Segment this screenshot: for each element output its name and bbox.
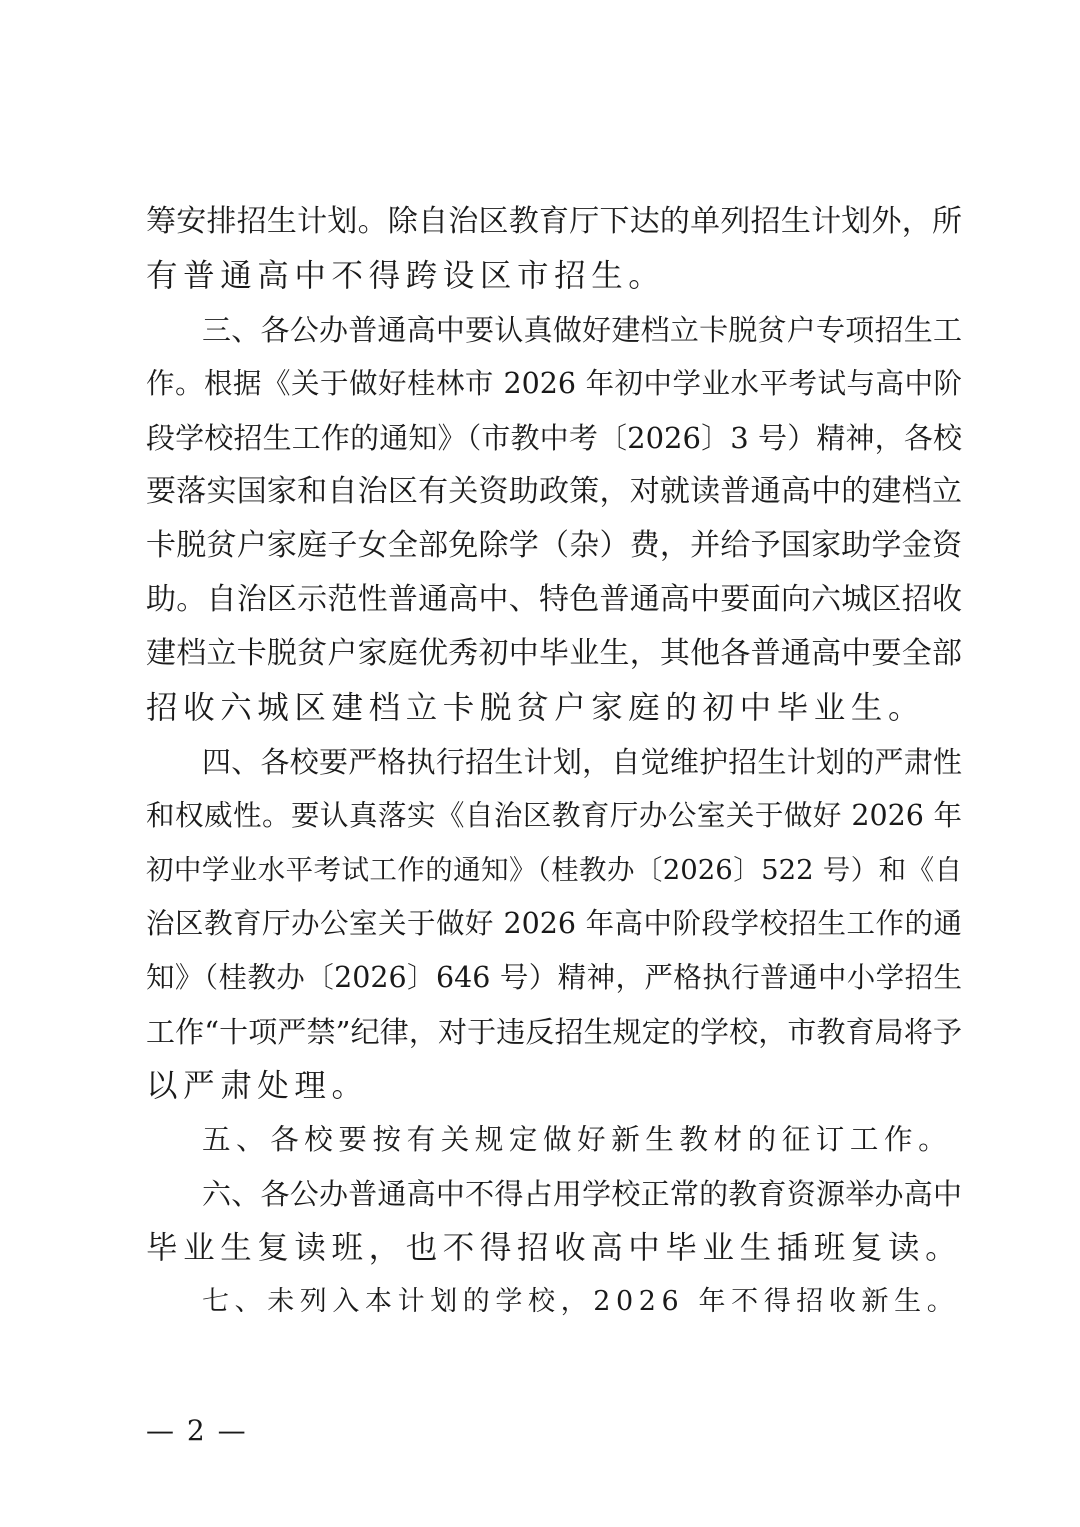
page-number: — 2 — bbox=[146, 1414, 248, 1447]
paragraph-6-start: 六、各公办普通高中不得占用学校正常的教育资源举办高中 bbox=[202, 1177, 962, 1211]
text-line: 筹安排招生计划。除自治区教育厅下达的单列招生计划外，所 bbox=[146, 204, 962, 239]
paragraph-4-start: 四、各校要严格执行招生计划，自觉维护招生计划的严肃性 bbox=[202, 745, 962, 779]
paragraph-5: 五、各校要按有关规定做好新生教材的征订工作。 bbox=[202, 1123, 953, 1156]
text-line: 以严肃处理。 bbox=[146, 1068, 369, 1104]
text-line: 知》（桂教办〔2026〕646 号）精神，严格执行普通中小学招生 bbox=[146, 961, 962, 994]
paragraph-7: 七、未列入本计划的学校，2026 年不得招收新生。 bbox=[202, 1286, 960, 1317]
text-line: 要落实国家和自治区有关资助政策，对就读普通高中的建档立 bbox=[146, 474, 962, 509]
text-line: 作。根据《关于做好桂林市 2026 年初中学业水平考试与高中阶 bbox=[146, 367, 962, 400]
text-line: 初中学业水平考试工作的通知》（桂教办〔2026〕522 号）和《自 bbox=[146, 854, 962, 886]
text-line: 和权威性。要认真落实《自治区教育厅办公室关于做好 2026 年 bbox=[146, 799, 962, 832]
text-line: 建档立卡脱贫户家庭优秀初中毕业生，其他各普通高中要全部 bbox=[146, 636, 962, 671]
text-line: 工作“十项严禁”纪律，对于违反招生规定的学校，市教育局将予 bbox=[146, 1015, 962, 1049]
text-line: 招收六城区建档立卡脱贫户家庭的初中毕业生。 bbox=[146, 690, 926, 726]
text-line: 助。自治区示范性普通高中、特色普通高中要面向六城区招收 bbox=[146, 582, 962, 617]
text-line: 有普通高中不得跨设区市招生。 bbox=[146, 258, 666, 294]
text-line: 治区教育厅办公室关于做好 2026 年高中阶段学校招生工作的通 bbox=[146, 907, 962, 940]
text-line: 卡脱贫户家庭子女全部免除学（杂）费，并给予国家助学金资 bbox=[146, 528, 962, 563]
paragraph-3-start: 三、各公办普通高中要认真做好建档立卡脱贫户专项招生工 bbox=[202, 313, 962, 347]
text-line: 毕业生复读班，也不得招收高中毕业生插班复读。 bbox=[146, 1230, 963, 1266]
text-line: 段学校招生工作的通知》（市教中考〔2026〕3 号）精神，各校 bbox=[146, 421, 962, 455]
